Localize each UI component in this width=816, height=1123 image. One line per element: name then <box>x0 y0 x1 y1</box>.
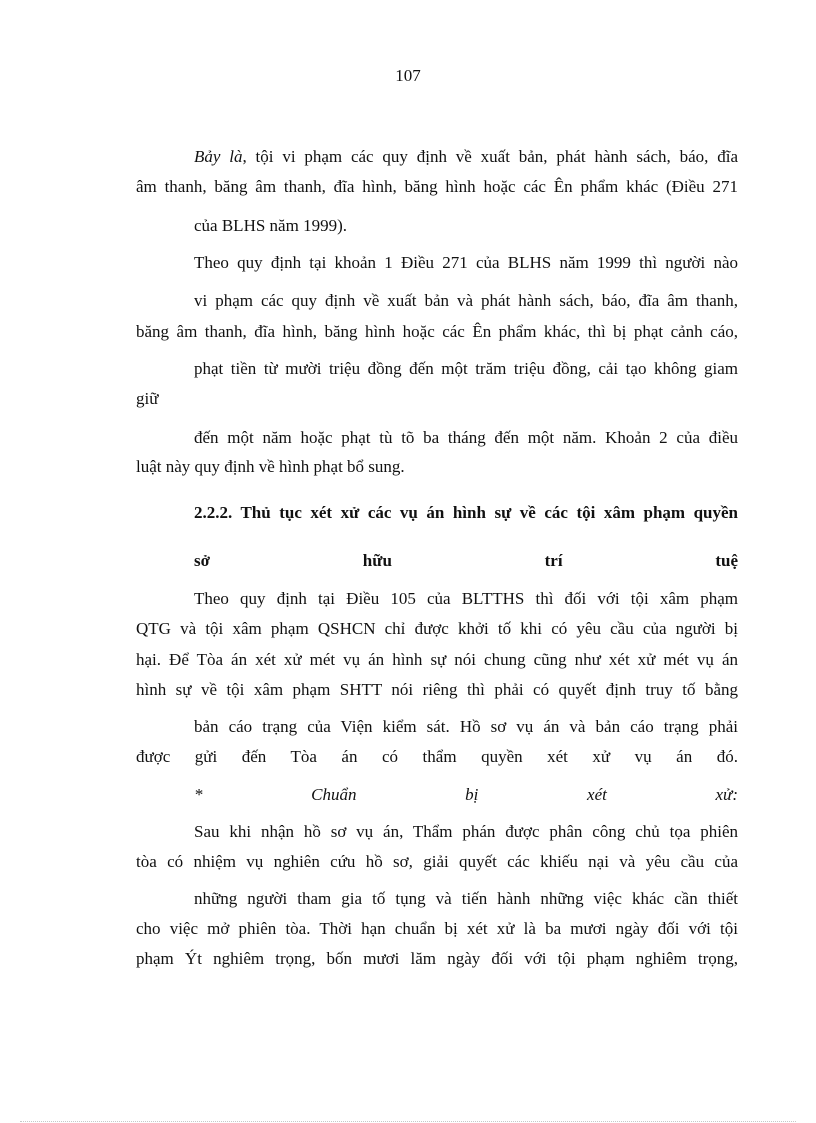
page-number: 107 <box>395 66 421 85</box>
text-line: tòa có nhiệm vụ nghiên cứu hồ sơ, giải quyết các khiếu nại và yêu cầu của <box>136 852 738 871</box>
text-line: bản cáo trạng của Viện kiểm sát. Hồ sơ vụ án và bản cáo trạng phải <box>194 717 738 736</box>
section-heading: 2.2.2. Thủ tục xét xử các vụ án hình sự về các tội xâm phạm quyền <box>194 503 738 522</box>
text-line: phạm Ýt nghiêm trọng, bốn mươi lăm ngày đối với tội phạm nghiêm trọng, <box>136 949 738 968</box>
text-line: Sau khi nhận hồ sơ vụ án, Thẩm phán được phân công chủ tọa phiên <box>194 822 738 841</box>
text-line: âm thanh, băng âm thanh, đĩa hình, băng hình hoặc các Ên phẩm khác (Điều 271 <box>136 177 738 196</box>
text-line: của BLHS năm 1999). <box>194 216 347 235</box>
text-line: giữ <box>136 389 159 408</box>
text-run: , tội vi phạm các quy định về xuất bản, phát hành sách, báo, đĩa <box>242 147 738 166</box>
subheading: * Chuẩn bị xét xử: <box>194 785 738 804</box>
text-line: phạt tiền từ mười triệu đồng đến một trăm triệu đồng, cải tạo không giam <box>194 359 738 378</box>
section-heading-continued: sở hữu trí tuệ <box>194 551 738 570</box>
text-line: Theo quy định tại khoản 1 Điều 271 của BLHS năm 1999 thì người nào <box>194 253 738 272</box>
text-line: được gửi đến Tòa án có thẩm quyền xét xử vụ án đó. <box>136 747 738 766</box>
text-line: cho việc mở phiên tòa. Thời hạn chuẩn bị xét xử là ba mươi ngày đối với tội <box>136 919 738 938</box>
bottom-dotted-border <box>20 1121 796 1122</box>
text-line: băng âm thanh, đĩa hình, băng hình hoặc các Ên phẩm khác, thì bị phạt cảnh cáo, <box>136 322 738 341</box>
text-line: đến một năm hoặc phạt tù tõ ba tháng đến một năm. Khoản 2 của điều <box>194 428 738 447</box>
text-line: hại. Để Tòa án xét xử mét vụ án hình sự nói chung cũng như xét xử mét vụ án <box>136 650 738 669</box>
text-line: luật này quy định về hình phạt bổ sung. <box>136 457 405 476</box>
text-line: vi phạm các quy định về xuất bản và phát hành sách, báo, đĩa âm thanh, <box>194 291 738 310</box>
emphasis-phrase: Bảy là <box>194 147 243 166</box>
text-line: những người tham gia tố tụng và tiến hành những việc khác cần thiết <box>194 889 738 908</box>
text-line <box>194 147 738 167</box>
text-line: Theo quy định tại Điều 105 của BLTTHS thì đối với tội xâm phạm <box>194 589 738 608</box>
text-line: hình sự về tội xâm phạm SHTT nói riêng thì phải có quyết định truy tố bằng <box>136 680 738 699</box>
text-line: QTG và tội xâm phạm QSHCN chỉ được khởi tố khi có yêu cầu của người bị <box>136 619 738 638</box>
